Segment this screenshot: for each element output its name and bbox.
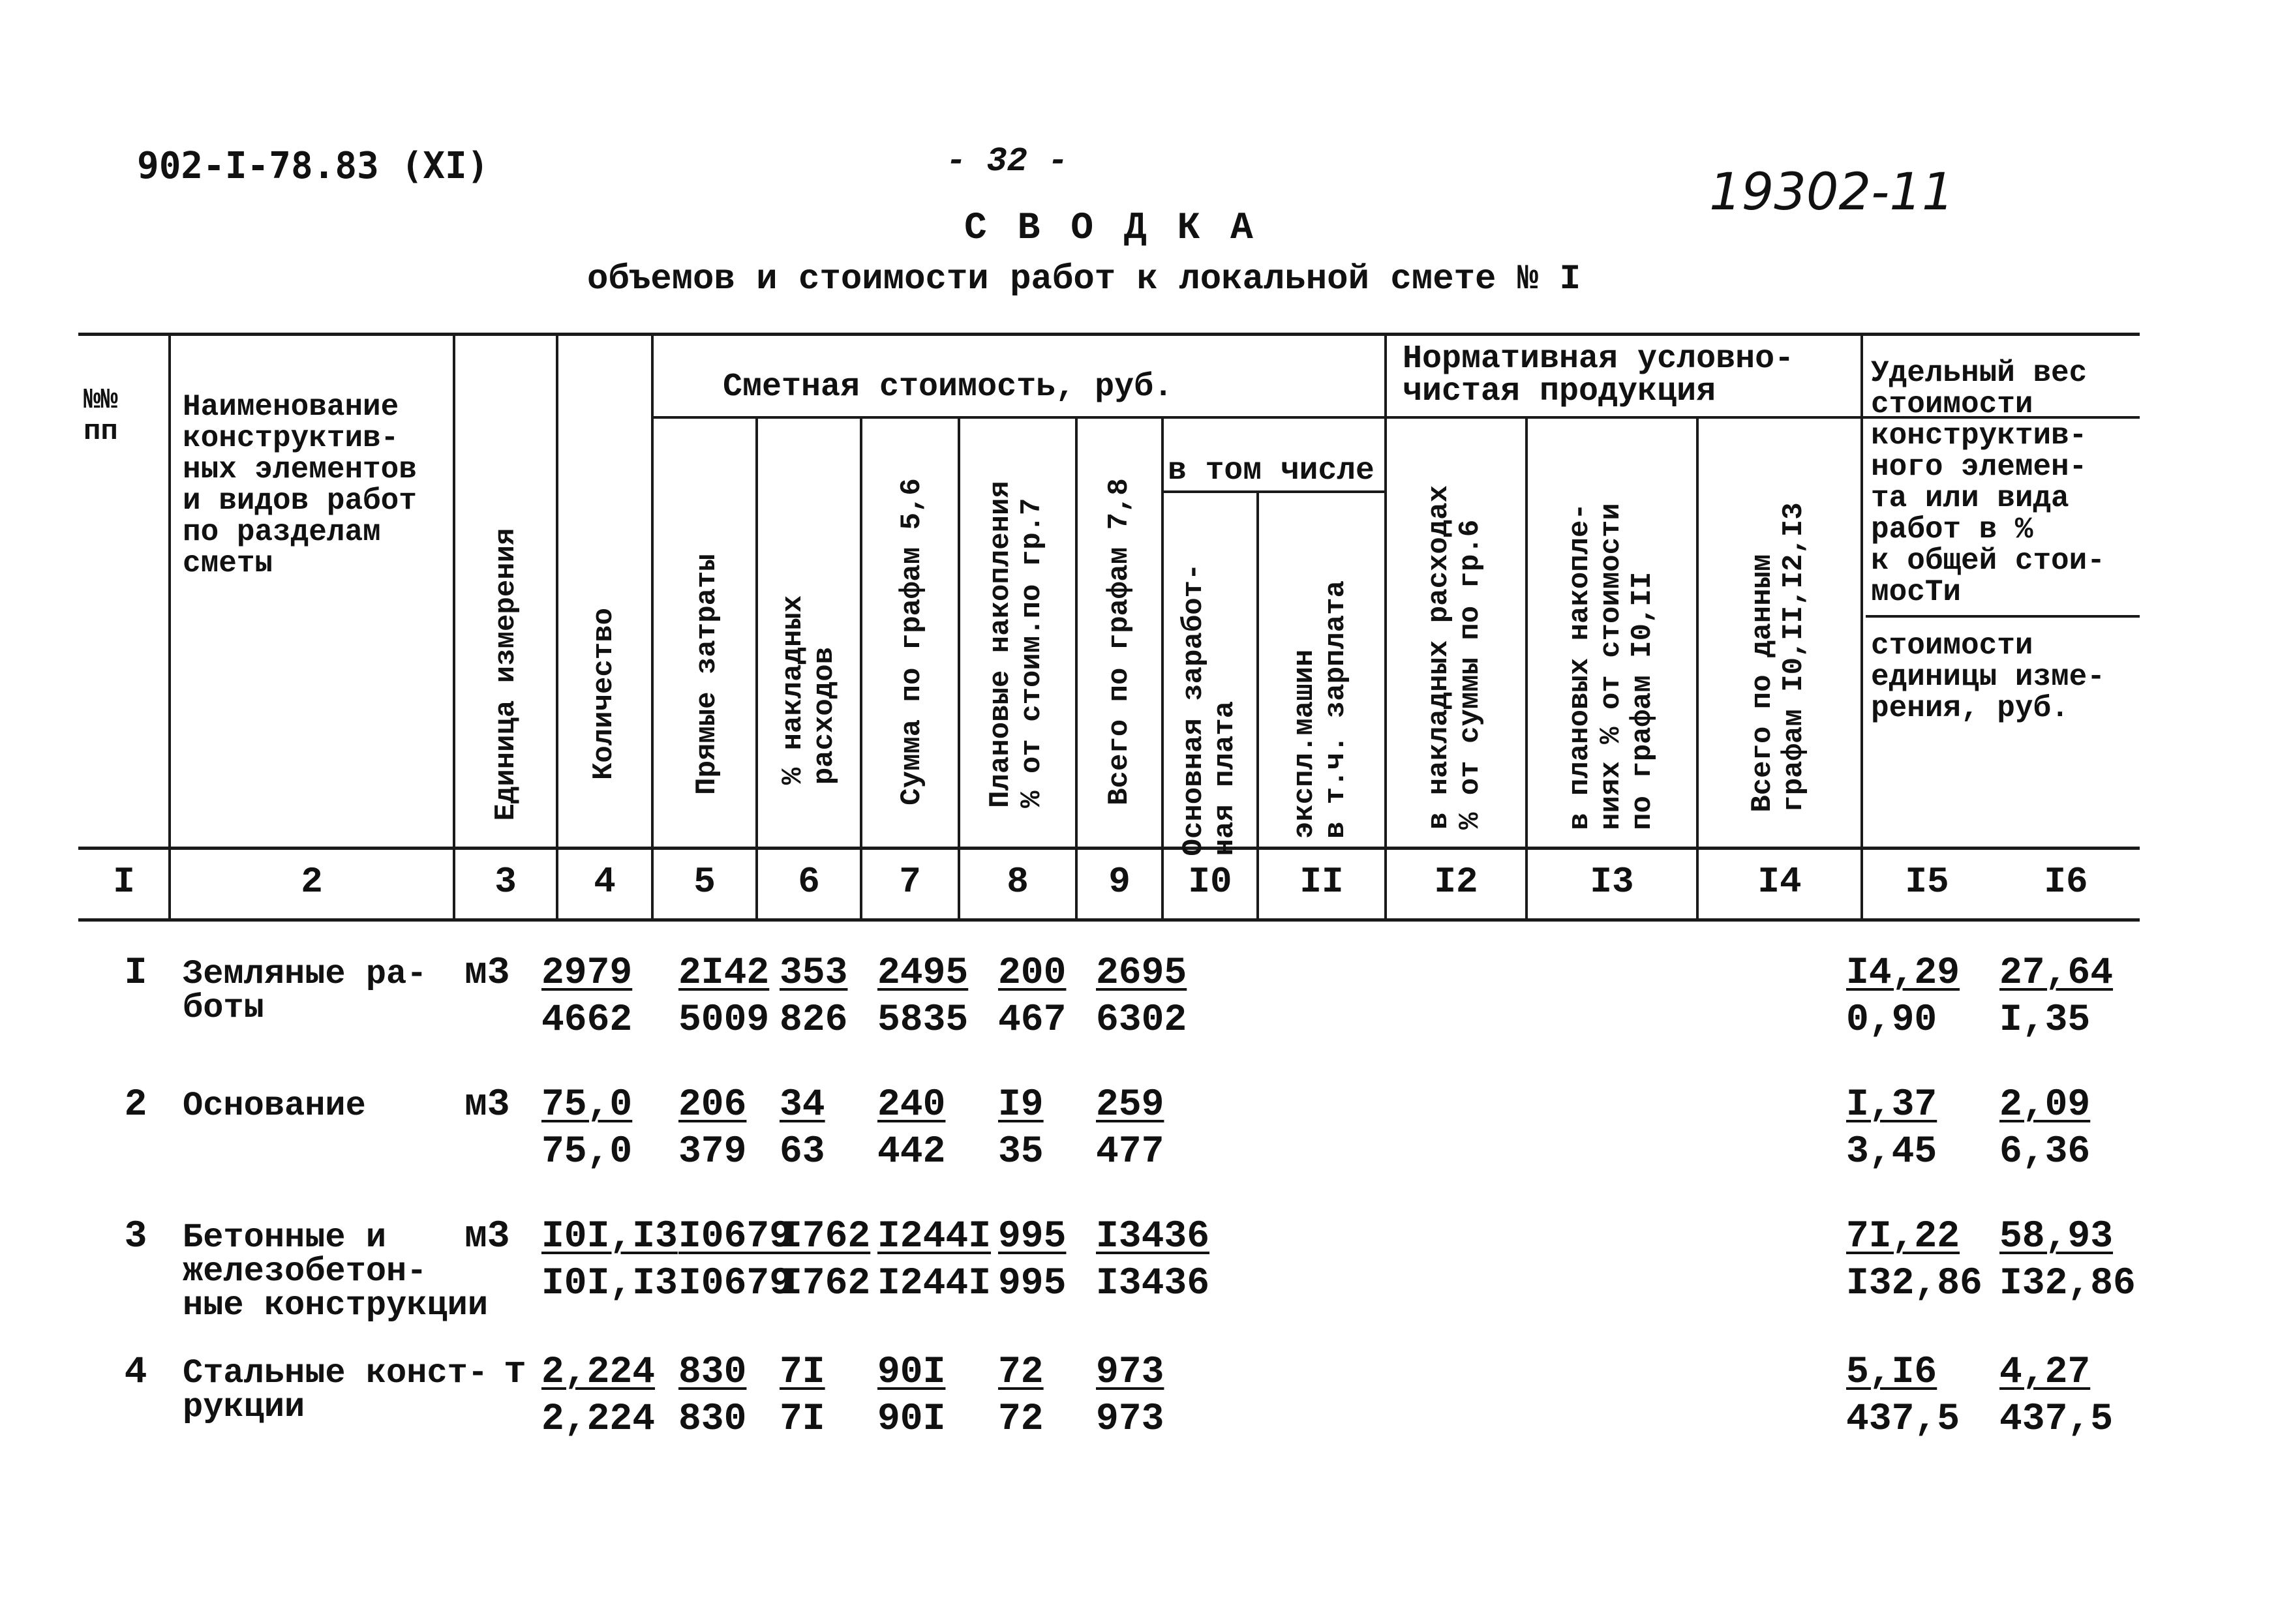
header-total-7-8: Всего по графам 7,8: [1103, 478, 1136, 805]
value-cell-denominator: 63: [780, 1131, 825, 1173]
column-number: 5: [693, 861, 716, 903]
column-number: 6: [798, 861, 820, 903]
value-cell-numerator: 72: [998, 1351, 1044, 1394]
header-base-salary: Основная заработ- ная плата: [1177, 563, 1241, 856]
header-row-number: №№ пп: [84, 384, 118, 448]
unit-cost-value: I32,86: [1999, 1263, 2136, 1305]
column-number: I: [113, 861, 135, 903]
value-cell-denominator: 4662: [541, 999, 633, 1042]
value-cell-numerator: I9: [998, 1084, 1044, 1126]
value-cell-denominator: I0679: [678, 1263, 793, 1305]
row-number: 3: [124, 1216, 147, 1258]
value-cell-numerator: I0679: [678, 1216, 793, 1258]
row-unit: м3: [464, 1216, 510, 1258]
value-cell-denominator: I3436: [1096, 1263, 1210, 1305]
weight-percent-unit: 437,5: [1846, 1398, 1960, 1441]
header-machines: экспл.машин в т.ч. зарплата: [1288, 580, 1352, 839]
value-cell-numerator: 995: [998, 1216, 1067, 1258]
row-unit: т: [504, 1351, 526, 1394]
value-cell-denominator: 90I: [877, 1398, 946, 1441]
header-overhead-norm-percent: в накладных расходах % от суммы по гр.6: [1423, 485, 1487, 830]
header-planned-savings: Плановые накопления % от стоим.по гр.7: [984, 481, 1048, 808]
value-cell-denominator: 72: [998, 1398, 1044, 1441]
value-cell-denominator: 442: [877, 1131, 946, 1173]
column-number: 8: [1007, 861, 1029, 903]
value-cell-denominator: I762: [780, 1263, 871, 1305]
column-number: I6: [2044, 861, 2088, 903]
unit-cost-percent: 58,93: [1999, 1216, 2114, 1258]
value-cell-denominator: 2,224: [541, 1398, 656, 1441]
value-cell-denominator: 5009: [678, 999, 770, 1042]
row-number: 2: [124, 1084, 147, 1126]
value-cell-numerator: I762: [780, 1216, 871, 1258]
value-cell-denominator: I0I,I3: [541, 1263, 678, 1305]
weight-percent: 7I,22: [1846, 1216, 1960, 1258]
value-cell-numerator: 75,0: [541, 1084, 633, 1126]
value-cell-denominator: 973: [1096, 1398, 1164, 1441]
weight-percent: 5,I6: [1846, 1351, 1937, 1394]
column-number: 3: [494, 861, 517, 903]
value-cell-denominator: 75,0: [541, 1131, 633, 1173]
column-number: 9: [1108, 861, 1131, 903]
value-cell-denominator: 6302: [1096, 999, 1187, 1042]
header-sum-5-6: Сумма по графам 5,6: [896, 478, 928, 805]
value-cell-denominator: 7I: [780, 1398, 825, 1441]
value-cell-numerator: 973: [1096, 1351, 1164, 1394]
row-element-name: Бетонные и железобетон- ные конструкции: [183, 1218, 489, 1325]
header-unit: Единица измерения: [490, 528, 523, 821]
value-cell-numerator: 34: [780, 1084, 825, 1126]
document-title: С В О Д К А: [964, 207, 1257, 250]
unit-cost-value: 437,5: [1999, 1398, 2114, 1441]
row-number: I: [124, 952, 147, 995]
header-weight-share: Удельный вес стоимости конструктив- ного элемен- та или вида работ в % к общей стои- мосТи: [1871, 356, 2105, 609]
column-number: I3: [1590, 861, 1634, 903]
unit-cost-percent: 4,27: [1999, 1351, 2091, 1394]
weight-percent-unit: 0,90: [1846, 999, 1937, 1042]
value-cell-denominator: 5835: [877, 999, 969, 1042]
value-cell-numerator: I244I: [877, 1216, 992, 1258]
weight-percent: I,37: [1846, 1084, 1937, 1126]
row-element-name: Основание: [183, 1087, 366, 1125]
column-number: I2: [1434, 861, 1478, 903]
value-cell-numerator: 7I: [780, 1351, 825, 1394]
weight-percent-unit: I32,86: [1846, 1263, 1982, 1305]
header-direct-costs: Прямые затраты: [691, 554, 723, 795]
value-cell-numerator: 2495: [877, 952, 969, 995]
value-cell-denominator: 477: [1096, 1131, 1164, 1173]
value-cell-numerator: 240: [877, 1084, 946, 1126]
value-cell-numerator: 90I: [877, 1351, 946, 1394]
unit-cost-percent: 27,64: [1999, 952, 2114, 995]
column-number: I5: [1905, 861, 1949, 903]
row-number: 4: [124, 1351, 147, 1394]
value-cell-numerator: 200: [998, 952, 1067, 995]
unit-cost-percent: 2,09: [1999, 1084, 2091, 1126]
document-subtitle: объемов и стоимости работ к локальной смете № I: [587, 260, 1581, 299]
value-cell-numerator: 259: [1096, 1084, 1164, 1126]
column-number: 2: [301, 861, 323, 903]
row-unit: м3: [464, 952, 510, 995]
value-cell-numerator: 2979: [541, 952, 633, 995]
value-cell-denominator: 830: [678, 1398, 747, 1441]
row-element-name: Стальные конст- рукции: [183, 1354, 489, 1426]
row-element-name: Земляные ра- боты: [183, 955, 427, 1027]
page-number: - 32 -: [946, 142, 1069, 181]
header-unit-cost: стоимости единицы изме- рения, руб.: [1871, 629, 2105, 725]
document-code: 902-I-78.83 (XI): [137, 145, 489, 187]
header-total-norm: Всего по данным графам I0,II,I2,I3: [1746, 502, 1810, 813]
row-unit: м3: [464, 1084, 510, 1126]
column-number: I4: [1757, 861, 1802, 903]
header-estimated-cost: Сметная стоимость, руб.: [723, 368, 1174, 406]
value-cell-denominator: 379: [678, 1131, 747, 1173]
value-cell-denominator: 995: [998, 1263, 1067, 1305]
value-cell-numerator: I0I,I3: [541, 1216, 678, 1258]
weight-percent-unit: 3,45: [1846, 1131, 1937, 1173]
value-cell-numerator: 2,224: [541, 1351, 656, 1394]
value-cell-numerator: I3436: [1096, 1216, 1210, 1258]
header-overhead-percent: % накладных расходов: [777, 595, 841, 785]
value-cell-numerator: 830: [678, 1351, 747, 1394]
column-number: 7: [899, 861, 921, 903]
header-element-name: Наименование конструктив- ных элементов и видов работ по разделам сметы: [183, 390, 417, 580]
column-number: 4: [594, 861, 616, 903]
unit-cost-value: I,35: [1999, 999, 2091, 1042]
header-quantity: Количество: [588, 607, 620, 781]
value-cell-numerator: 353: [780, 952, 848, 995]
value-cell-numerator: 206: [678, 1084, 747, 1126]
value-cell-numerator: 2I42: [678, 952, 770, 995]
value-cell-denominator: 467: [998, 999, 1067, 1042]
unit-cost-value: 6,36: [1999, 1131, 2091, 1173]
weight-percent: I4,29: [1846, 952, 1960, 995]
header-including: в том числе: [1168, 453, 1374, 489]
value-cell-denominator: I244I: [877, 1263, 992, 1305]
value-cell-denominator: 826: [780, 999, 848, 1042]
archive-number: 19302-11: [1709, 163, 1954, 222]
value-cell-denominator: 35: [998, 1131, 1044, 1173]
column-number: I0: [1188, 861, 1232, 903]
header-normative-product: Нормативная условно- чистая продукция: [1403, 340, 1795, 410]
column-number: II: [1299, 861, 1344, 903]
header-planned-norm-percent: в плановых накопле- ниях % от стоимости по графам I0,II: [1564, 503, 1659, 830]
value-cell-numerator: 2695: [1096, 952, 1187, 995]
